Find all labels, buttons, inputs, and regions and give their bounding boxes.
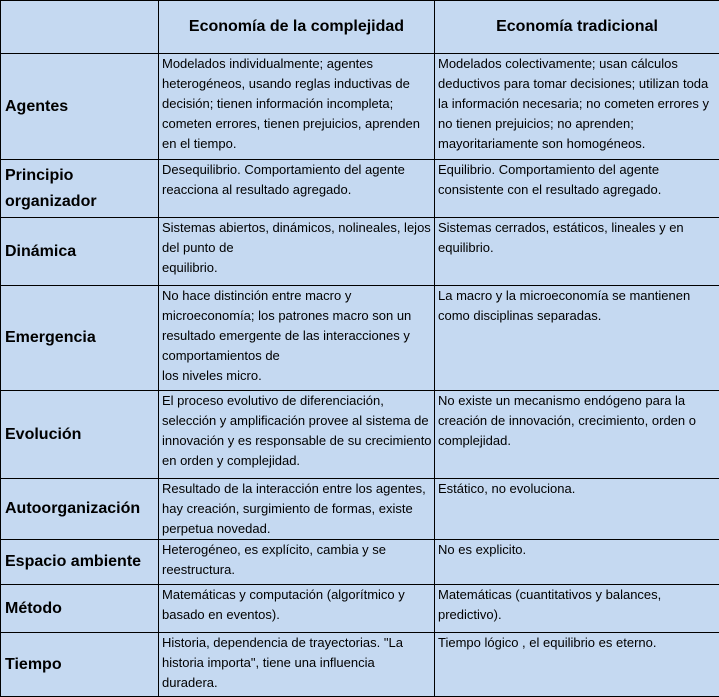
cell-complejidad: Resultado de la interacción entre los agentes, hay creación, surgimiento de formas, existe perpetua novedad. [159,479,435,540]
table-row [1,218,719,286]
table-row [1,54,719,160]
row-label: Espacio ambiente [1,540,159,585]
table-row [1,585,719,633]
table-row [1,633,719,697]
cell-tradicional: Estático, no evoluciona. [435,479,719,540]
cell-complejidad: Modelados individualmente; agentes heterogéneos, usando reglas inductivas de decisión; tienen información incompleta; cometen errores, tienen prejuicios, aprenden en el tiempo. [159,54,435,160]
table-row [1,160,719,218]
row-label: Dinámica [1,218,159,286]
cell-complejidad: Historia, dependencia de trayectorias. "La historia importa", tiene una influencia duradera. [159,633,435,697]
cell-tradicional: Modelados colectivamente; usan cálculos deductivos para tomar decisiones; utilizan toda la información necesaria; no cometen errores y no tienen prejuicios; no aprenden; mayoritariamente son homogéneos. [435,54,719,160]
table-row [1,540,719,585]
table-row [1,391,719,479]
row-label: Emergencia [1,286,159,391]
row-label: Tiempo [1,633,159,697]
cell-tradicional: Sistemas cerrados, estáticos, lineales y en equilibrio. [435,218,719,286]
cell-tradicional: Equilibrio. Comportamiento del agente consistente con el resultado agregado. [435,160,719,218]
cell-complejidad: El proceso evolutivo de diferenciación, selección y amplificación provee al sistema de innovación y es responsable de su crecimiento en orden y complejidad. [159,391,435,479]
cell-complejidad: No hace distinción entre macro y microeconomía; los patrones macro son un resultado emergente de las interacciones y comportamientos de los niveles micro. [159,286,435,391]
corner-cell [1,1,159,54]
cell-complejidad: Sistemas abiertos, dinámicos, nolineales, lejos del punto de equilibrio. [159,218,435,286]
header-row [1,1,719,54]
cell-complejidad: Matemáticas y computación (algorítmico y basado en eventos). [159,585,435,633]
row-label: Método [1,585,159,633]
row-label: Evolución [1,391,159,479]
cell-tradicional: No existe un mecanismo endógeno para la creación de innovación, crecimiento, orden o complejidad. [435,391,719,479]
column-header-tradicional: Economía tradicional [435,1,719,54]
row-label: Agentes [1,54,159,160]
cell-tradicional: No es explicito. [435,540,719,585]
cell-tradicional: Matemáticas (cuantitativos y balances, predictivo). [435,585,719,633]
cell-tradicional: Tiempo lógico , el equilibrio es eterno. [435,633,719,697]
cell-complejidad: Heterogéneo, es explícito, cambia y se reestructura. [159,540,435,585]
row-label: Autoorganización [1,479,159,540]
row-label: Principio organizador [1,160,159,218]
table-row [1,286,719,391]
table-row [1,479,719,540]
cell-tradicional: La macro y la microeconomía se mantienen como disciplinas separadas. [435,286,719,391]
cell-complejidad: Desequilibrio. Comportamiento del agente reacciona al resultado agregado. [159,160,435,218]
column-header-complejidad: Economía de la complejidad [159,1,435,54]
